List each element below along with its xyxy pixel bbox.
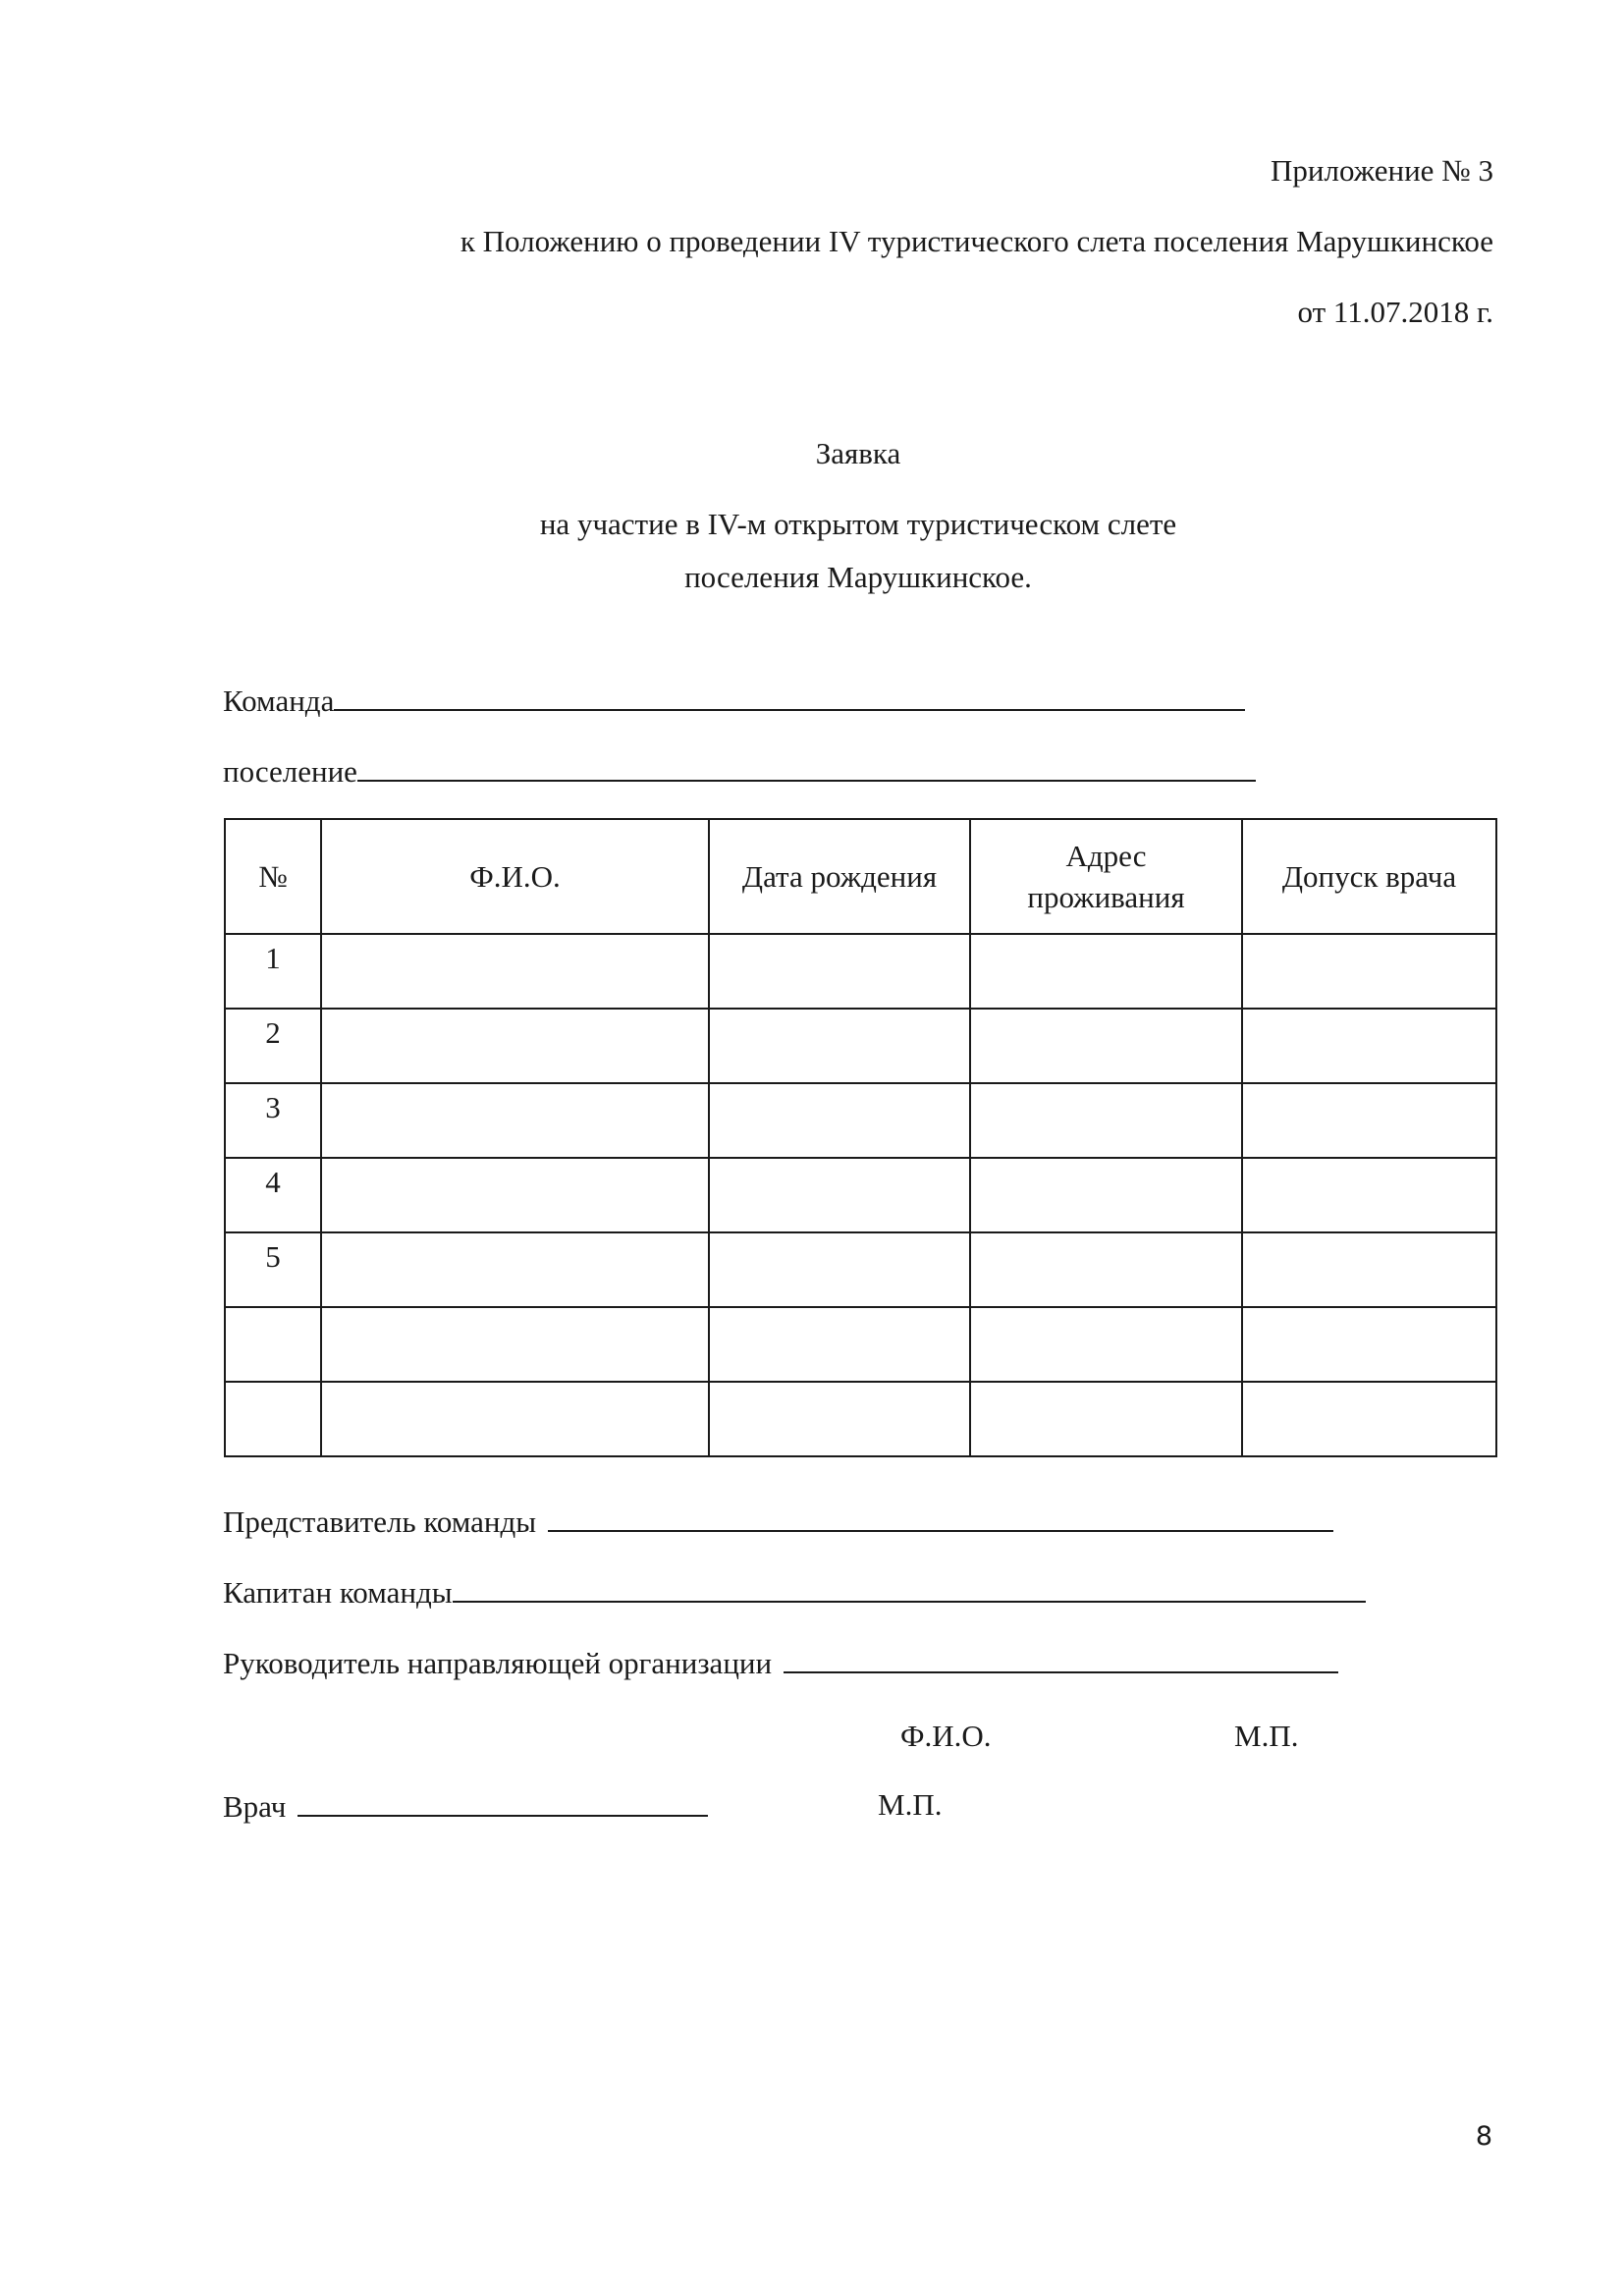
table-row — [225, 1083, 1496, 1158]
cell-doctor-clearance[interactable] — [1242, 1307, 1496, 1382]
captain-field — [223, 1571, 1366, 1613]
cell-birthdate[interactable] — [709, 1307, 970, 1382]
row-number: 4 — [225, 1158, 321, 1232]
cell-doctor-clearance[interactable] — [1242, 1083, 1496, 1158]
cell-birthdate[interactable] — [709, 1232, 970, 1307]
column-header-number: № — [225, 819, 321, 934]
table-row — [225, 934, 1496, 1009]
table-row — [225, 1307, 1496, 1382]
table-row — [225, 1009, 1496, 1083]
document-title: Заявка — [815, 436, 901, 470]
team-field — [223, 680, 1245, 721]
row-number: 3 — [225, 1083, 321, 1158]
cell-address[interactable] — [970, 1009, 1242, 1083]
cell-doctor-clearance[interactable] — [1242, 1382, 1496, 1456]
doctor-label: Врач — [223, 1789, 287, 1824]
cell-doctor-clearance[interactable] — [1242, 1232, 1496, 1307]
table-header-row — [225, 819, 1496, 934]
representative-label: Представитель команды — [223, 1504, 537, 1539]
doctor-stamp-caption: М.П. — [878, 1787, 943, 1822]
cell-fio[interactable] — [321, 1158, 709, 1232]
cell-doctor-clearance[interactable] — [1242, 934, 1496, 1009]
row-number — [225, 1382, 321, 1456]
cell-fio[interactable] — [321, 1382, 709, 1456]
cell-fio[interactable] — [321, 1009, 709, 1083]
team-label: Команда — [223, 683, 335, 718]
row-number — [225, 1307, 321, 1382]
column-header-birthdate: Дата рождения — [709, 819, 970, 934]
cell-fio[interactable] — [321, 1083, 709, 1158]
row-number: 1 — [225, 934, 321, 1009]
appendix-reference: к Положению о проведении IV туристического слета поселения Марушкинское — [460, 224, 1493, 258]
cell-doctor-clearance[interactable] — [1242, 1158, 1496, 1232]
row-number: 5 — [225, 1232, 321, 1307]
column-header-fio: Ф.И.О. — [321, 819, 709, 934]
cell-birthdate[interactable] — [709, 1158, 970, 1232]
cell-address[interactable] — [970, 1158, 1242, 1232]
doctor-field — [223, 1785, 708, 1827]
table-row — [225, 1232, 1496, 1307]
head-field — [223, 1642, 1338, 1683]
cell-birthdate[interactable] — [709, 1009, 970, 1083]
cell-fio[interactable] — [321, 934, 709, 1009]
column-header-doctor-clearance: Допуск врача — [1242, 819, 1496, 934]
stamp-caption: М.П. — [1234, 1719, 1299, 1753]
settlement-field — [223, 750, 1256, 792]
cell-address[interactable] — [970, 1307, 1242, 1382]
cell-fio[interactable] — [321, 1232, 709, 1307]
head-label: Руководитель направляющей организации — [223, 1646, 773, 1680]
appendix-date: от 11.07.2018 г. — [1297, 295, 1493, 329]
appendix-number: Приложение № 3 — [1271, 153, 1493, 188]
doctor-signature-line[interactable] — [298, 1785, 708, 1817]
page-number: 8 — [1475, 2121, 1492, 2152]
representative-field — [223, 1501, 1333, 1542]
row-number: 2 — [225, 1009, 321, 1083]
cell-fio[interactable] — [321, 1307, 709, 1382]
participants-table — [224, 818, 1497, 1457]
table-row — [225, 1382, 1496, 1456]
head-signature-line[interactable] — [784, 1642, 1338, 1673]
settlement-label: поселение — [223, 754, 357, 789]
cell-birthdate[interactable] — [709, 1382, 970, 1456]
cell-birthdate[interactable] — [709, 1083, 970, 1158]
cell-address[interactable] — [970, 1083, 1242, 1158]
column-header-address-line1: Адрес — [1065, 838, 1147, 873]
fio-caption: Ф.И.О. — [900, 1719, 992, 1753]
captain-label: Капитан команды — [223, 1575, 453, 1610]
cell-birthdate[interactable] — [709, 934, 970, 1009]
captain-signature-line[interactable] — [453, 1571, 1366, 1603]
document-subtitle-line2: поселения Марушкинское. — [684, 560, 1032, 594]
cell-doctor-clearance[interactable] — [1242, 1009, 1496, 1083]
cell-address[interactable] — [970, 934, 1242, 1009]
column-header-address — [970, 819, 1242, 934]
cell-address[interactable] — [970, 1382, 1242, 1456]
representative-signature-line[interactable] — [548, 1501, 1333, 1532]
column-header-address-line2: проживания — [1027, 879, 1185, 914]
team-input-line[interactable] — [334, 680, 1245, 711]
cell-address[interactable] — [970, 1232, 1242, 1307]
document-subtitle-line1: на участие в IV-м открытом туристическом слете — [539, 507, 1177, 541]
settlement-input-line[interactable] — [357, 750, 1256, 782]
table-row — [225, 1158, 1496, 1232]
